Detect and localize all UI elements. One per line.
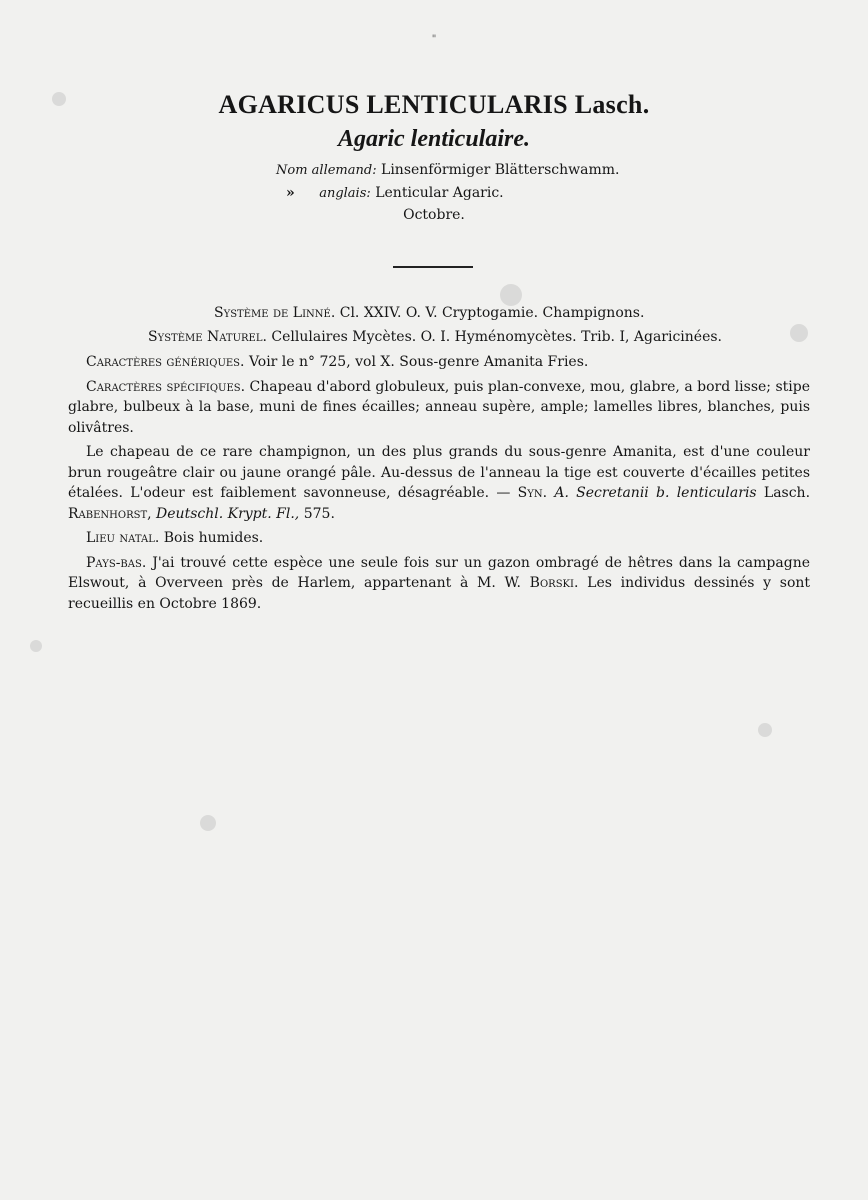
german-name-value: Linsenförmiger Blätterschwamm. bbox=[381, 162, 620, 178]
linne-label: Système de Linné. bbox=[214, 305, 336, 321]
naturel-label: Système Naturel. bbox=[148, 329, 267, 345]
ref-page: 575. bbox=[303, 505, 335, 522]
generiques-text: Voir le n° 725, vol X. Sous-genre Amanita Fries. bbox=[248, 354, 589, 370]
smudge bbox=[758, 723, 772, 737]
linne-text: Cl. XXIV. O. V. Cryptogamie. Champignons. bbox=[339, 305, 645, 321]
linne-line bbox=[214, 305, 644, 321]
ref-author: Rabenhorst, bbox=[68, 505, 152, 522]
page-subtitle: Agaric lenticulaire. bbox=[338, 126, 530, 152]
english-name-value: Lenticular Agaric. bbox=[375, 185, 504, 201]
english-name-line bbox=[286, 185, 504, 201]
description-paragraph bbox=[68, 442, 810, 524]
body-text bbox=[68, 352, 810, 618]
specifiques-paragraph bbox=[68, 377, 810, 439]
paysbas-person: Borski. bbox=[529, 575, 579, 591]
ref-work: Deutschl. Krypt. Fl., bbox=[156, 505, 300, 522]
page-title: AGARICUS LENTICULARIS Lasch. bbox=[218, 90, 650, 119]
lieu-paragraph bbox=[68, 528, 810, 549]
ditto-mark: » bbox=[286, 185, 295, 201]
description-text: Le chapeau de ce rare champignon, un des plus grands du sous-genre Amanita, est d'une couleur brun rougeâtre clair ou jaune orangé pâle. Au-dessus de l'anneau la tige est couverte d'écailles petites étalées. L'odeur est faiblement savonneuse, désagréable. — bbox=[68, 444, 810, 501]
specifiques-label: Caractères spécifiques. bbox=[86, 378, 246, 395]
lieu-label: Lieu natal. bbox=[86, 530, 160, 546]
syn-label: Syn. bbox=[517, 485, 548, 501]
paysbas-text: J'ai trouvé cette espèce une seule fois sur un gazon ombragé de hêtres dans la campagne Elswout, à Overveen près de Harlem, appartenant à M. W. bbox=[68, 554, 810, 591]
smudge bbox=[790, 324, 808, 342]
section-divider bbox=[393, 266, 473, 268]
page-mark: " bbox=[431, 34, 437, 45]
naturel-text: Cellulaires Mycètes. O. I. Hyménomycètes. Trib. I, Agaricinées. bbox=[271, 329, 723, 345]
paysbas-label: Pays-bas. bbox=[86, 554, 147, 571]
german-name-label: Nom allemand: bbox=[276, 163, 377, 178]
german-name-line bbox=[276, 162, 619, 178]
naturel-line bbox=[148, 329, 722, 345]
specifiques-text: Chapeau d'abord globuleux, puis plan-convexe, mou, glabre, a bord lisse; stipe glabre, bulbeux à la base, muni de fines écailles; anneau supère, ample; lamelles libres, blanches, puis olivâtres. bbox=[68, 378, 811, 436]
syn-name: A. Secretanii b. lenticularis bbox=[554, 485, 757, 501]
smudge bbox=[500, 284, 522, 306]
smudge bbox=[200, 815, 216, 831]
lieu-text: Bois humides. bbox=[163, 530, 264, 546]
month: Octobre. bbox=[403, 207, 465, 223]
smudge bbox=[30, 640, 42, 652]
generiques-label: Caractères génériques. bbox=[86, 354, 245, 370]
paysbas-paragraph bbox=[68, 553, 810, 615]
paysbas-text-end: Les individus dessinés y sont recueillis en Octobre 1869. bbox=[68, 575, 811, 612]
generiques-paragraph bbox=[68, 352, 810, 373]
english-name-label: anglais: bbox=[319, 186, 371, 201]
syn-author: Lasch. bbox=[763, 485, 811, 501]
